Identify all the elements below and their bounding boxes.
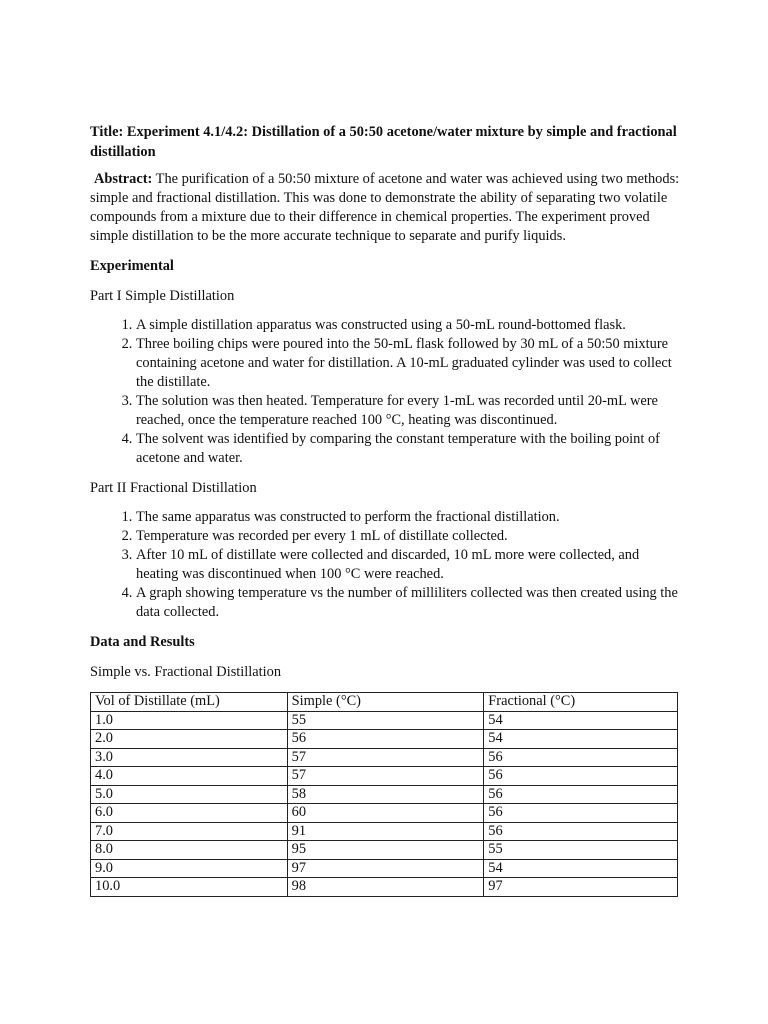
table-header-row xyxy=(91,693,678,712)
table-row xyxy=(91,730,678,749)
table-row xyxy=(91,841,678,860)
table-cell: 54 xyxy=(484,859,678,878)
results-heading: Data and Results xyxy=(90,634,195,650)
part1-step: 3. The solution was then heated. Temperature for every 1-mL was recorded until 20-mL were reached, once the temperature reached 100 °C, heating was discontinued. xyxy=(136,392,685,430)
table-cell: 6.0 xyxy=(91,804,288,823)
table-cell: 9.0 xyxy=(91,859,288,878)
table-row xyxy=(91,878,678,897)
part2-step: 3. After 10 mL of distillate were collected and discarded, 10 mL more were collected, and heating was discontinued when 100 °C were reached. xyxy=(136,546,685,584)
table-title: Simple vs. Fractional Distillation xyxy=(90,664,282,680)
table-cell: 54 xyxy=(484,711,678,730)
table-cell: 98 xyxy=(287,878,484,897)
distillation-table xyxy=(90,692,678,897)
abstract-text: The purification of a 50:50 mixture of acetone and water was achieved using two methods: simple and fractional distillation. This was done to demonstrate the ability of separating two volatile compounds from a mixture due to their difference in chemical properties. The experiment proved simple distillation to be the more accurate technique to separate and purify liquids. xyxy=(90,171,680,244)
table-cell: 55 xyxy=(484,841,678,860)
table-cell: 56 xyxy=(484,804,678,823)
column-header: Vol of Distillate (mL) xyxy=(91,693,288,712)
table-row xyxy=(91,804,678,823)
table-cell: 56 xyxy=(484,767,678,786)
part2-step: 4. A graph showing temperature vs the number of milliliters collected was then created using the data collected. xyxy=(136,584,685,622)
table-cell: 56 xyxy=(287,730,484,749)
document-title: Title: Experiment 4.1/4.2: Distillation of a 50:50 acetone/water mixture by simple and fractional distillation xyxy=(90,124,677,160)
table-cell: 95 xyxy=(287,841,484,860)
part1-steps xyxy=(90,316,685,468)
table-row xyxy=(91,822,678,841)
table-cell: 8.0 xyxy=(91,841,288,860)
part2-step: 2. Temperature was recorded per every 1 mL of distillate collected. xyxy=(136,527,685,546)
table-cell: 7.0 xyxy=(91,822,288,841)
part2-steps xyxy=(90,508,685,622)
table-cell: 10.0 xyxy=(91,878,288,897)
table-row xyxy=(91,859,678,878)
table-cell: 58 xyxy=(287,785,484,804)
document-page xyxy=(90,122,685,897)
table-cell: 54 xyxy=(484,730,678,749)
table-cell: 56 xyxy=(484,785,678,804)
part1-step: 2. Three boiling chips were poured into the 50-mL flask followed by 30 mL of a 50:50 mixture containing acetone and water for distillation. A 10-mL graduated cylinder was used to collect the distillate. xyxy=(136,335,685,392)
table-cell: 97 xyxy=(484,878,678,897)
abstract-label: Abstract: xyxy=(94,171,153,187)
table-row xyxy=(91,767,678,786)
table-cell: 1.0 xyxy=(91,711,288,730)
abstract-paragraph xyxy=(90,170,685,246)
table-cell: 60 xyxy=(287,804,484,823)
part2-title: Part II Fractional Distillation xyxy=(90,480,257,496)
table-cell: 91 xyxy=(287,822,484,841)
table-cell: 57 xyxy=(287,767,484,786)
table-cell: 4.0 xyxy=(91,767,288,786)
part1-step: 4. The solvent was identified by comparing the constant temperature with the boiling point of acetone and water. xyxy=(136,430,685,468)
column-header: Simple (°C) xyxy=(287,693,484,712)
part1-step: 1. A simple distillation apparatus was constructed using a 50-mL round-bottomed flask. xyxy=(136,316,685,335)
table-cell: 55 xyxy=(287,711,484,730)
table-cell: 2.0 xyxy=(91,730,288,749)
part1-title: Part I Simple Distillation xyxy=(90,288,235,304)
table-cell: 56 xyxy=(484,748,678,767)
table-row xyxy=(91,711,678,730)
table-cell: 97 xyxy=(287,859,484,878)
table-cell: 3.0 xyxy=(91,748,288,767)
part2-step: 1. The same apparatus was constructed to perform the fractional distillation. xyxy=(136,508,685,527)
table-row xyxy=(91,785,678,804)
column-header: Fractional (°C) xyxy=(484,693,678,712)
experimental-heading: Experimental xyxy=(90,258,174,274)
table-row xyxy=(91,748,678,767)
table-cell: 56 xyxy=(484,822,678,841)
table-cell: 57 xyxy=(287,748,484,767)
table-cell: 5.0 xyxy=(91,785,288,804)
